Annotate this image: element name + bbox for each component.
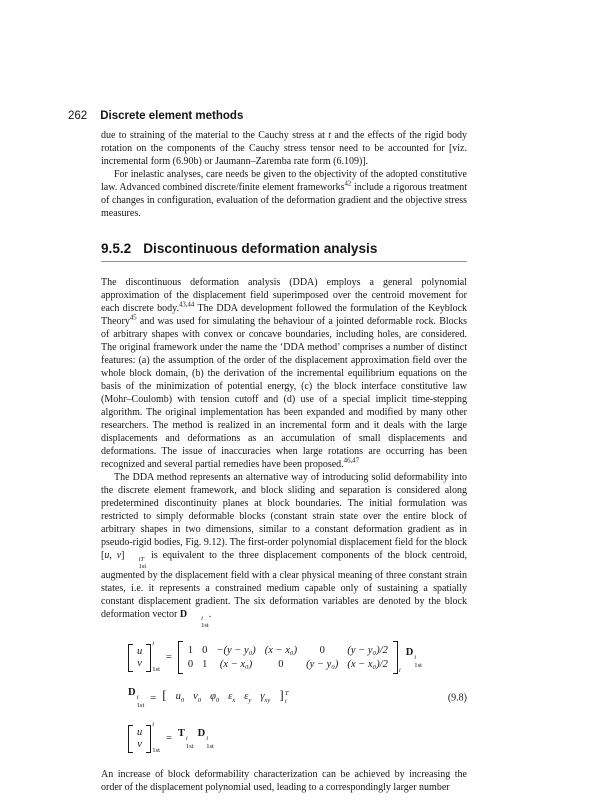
vector-element-eps-x	[228, 690, 235, 707]
matrix-cell: 1	[187, 645, 194, 656]
deformation-matrix	[178, 641, 398, 674]
subscript: 1st	[201, 621, 209, 629]
superscript: i	[206, 734, 209, 742]
vector-element-phi0	[210, 690, 219, 707]
element-sub: x	[232, 697, 236, 705]
inline-math-uv-vector	[101, 550, 147, 570]
superscript: i	[414, 653, 417, 661]
entry-v: v	[137, 657, 142, 669]
equation-matrix-row	[128, 640, 467, 675]
uv-column-vector	[128, 644, 151, 672]
vector-D-symbol: D	[405, 646, 414, 658]
matrix-subscript: i	[398, 667, 401, 674]
element-base: ε	[228, 691, 233, 703]
subscript: 1st	[152, 747, 160, 755]
element-sub: 0	[197, 697, 202, 705]
text-run: The DDA development followed the formulation of the Keyblock Theory	[101, 303, 468, 327]
equals-sign: =	[165, 652, 172, 663]
matrix-cell: (x − x₀)	[264, 645, 298, 656]
D-vector-symbol-group	[198, 727, 214, 751]
footnote-ref-46-47: 46,47	[343, 457, 359, 465]
paragraph-cauchy-stress	[101, 129, 467, 168]
section-number: 9.5.2	[101, 241, 132, 256]
vector-element-gamma-xy	[260, 690, 270, 707]
supsub-stack	[186, 736, 194, 751]
D-vector-symbol-group	[128, 686, 144, 710]
element-base: ε	[244, 691, 249, 703]
element-base: u	[175, 691, 181, 703]
math-var-v: v	[116, 550, 122, 561]
superscript: i	[185, 734, 188, 742]
text-run: include a rigorous treatment of changes in configuration, evaluation of the deformation gradient and the objective stress measures.	[101, 182, 468, 219]
vector-entries	[133, 725, 146, 753]
element-sub: xy	[264, 697, 271, 705]
superscript: iT	[138, 556, 144, 563]
superscript: i	[152, 640, 155, 647]
text-run: due to straining of the material to the Cauchy stress at	[101, 130, 329, 141]
matrix-cell: (y − y₀)	[306, 659, 339, 670]
element-base: φ	[210, 691, 216, 703]
supsub-stack	[152, 721, 160, 756]
subscript: 1st	[206, 742, 214, 750]
section-title: Discontinuous deformation analysis	[143, 241, 378, 256]
math-var-t: t	[328, 130, 332, 141]
equation-transform-row	[128, 721, 467, 756]
vector-element-u0	[176, 690, 185, 707]
matrix-cell: 1	[202, 659, 208, 670]
subscript: 1st	[414, 661, 422, 669]
matrix-cell: (y − y₀)/2	[347, 645, 388, 656]
separator: ,	[109, 550, 117, 561]
deformation-variables-vector	[162, 688, 283, 707]
subscript: 1st	[185, 742, 194, 750]
bracket-right	[393, 641, 398, 674]
section-heading	[101, 241, 467, 262]
text-run: The DDA method represents an alternative way of introducing solid deformability into the discrete element framework, and block sliding and separation is considered along predetermined discontinuity planes at block boundaries. The initial formulation was restricted to simply deformable blocks (constant strain state over the entire block of arbitrary shapes in two dimensions, similar to a constant deformation gradient as in pseudo-rigid bodies, Fig. 9.12). The first-order polynomial displacement field for the block	[101, 472, 467, 548]
entry-u: u	[137, 645, 143, 657]
subscript-i: i	[284, 697, 287, 705]
vector-D-symbol: D	[179, 609, 188, 620]
paragraph-inelastic-analyses	[101, 168, 467, 220]
bracket-open: [	[101, 550, 105, 561]
matrix-cell: 0	[278, 659, 284, 670]
supsub-stack	[152, 640, 160, 675]
paragraph-dda-method	[101, 471, 467, 628]
text-run: is equivalent to the three displacement components of the block centroid, augmented by the displacement field with a clear physical meaning of three constant strain states, i.e. it represents a constrained medium capable only of sustaining a spatially constant displacement gradient. The six deformation variables are denoted by the block deformation vector	[101, 550, 467, 620]
equals-sign: =	[150, 692, 157, 704]
T-matrix-symbol-group	[178, 727, 194, 751]
text-run: .	[208, 609, 212, 620]
equation-9-8-row	[128, 686, 467, 710]
equation-number: (9.8)	[447, 692, 467, 704]
vector-element-eps-y	[244, 690, 251, 707]
text-run: For inelastic analyses, care needs be given to the objectivity of the adopted constitutive law. Advanced combined discrete/finite element frameworks	[101, 169, 467, 193]
supsub-stack	[126, 557, 147, 569]
footnote-ref-43-44: 43,44	[178, 301, 195, 309]
running-title: Discrete element methods	[100, 110, 244, 122]
element-sub: y	[248, 697, 252, 705]
superscript: i	[136, 694, 139, 701]
text-run: An increase of block deformability characterization can be achieved by increasing the order of the displacement polynomial used, leading to a correspondingly larger number	[101, 769, 467, 793]
text-run: The discontinuous deformation analysis (DDA) employs a general polynomial approximation of the displacement field superimposed over the centroid movement for each discrete body.	[101, 277, 467, 314]
supsub-stack	[188, 616, 209, 628]
supsub-stack	[285, 691, 289, 706]
paragraph-closing	[101, 768, 467, 794]
supsub-stack	[414, 655, 422, 670]
text-column	[101, 129, 467, 794]
bracket-right	[146, 725, 151, 753]
matrix-cell: 0	[319, 645, 325, 656]
page-number: 262	[68, 110, 88, 122]
vector-D-symbol: D	[128, 687, 136, 698]
page-header	[68, 110, 243, 122]
footnote-ref-45: 45	[129, 314, 137, 322]
matrix-cell: (x − x₀)/2	[347, 659, 388, 670]
entry-u: u	[137, 726, 143, 738]
subscript: 1st	[152, 666, 160, 674]
bracket-right	[146, 644, 151, 672]
superscript: i	[201, 615, 203, 622]
equals-sign: =	[165, 733, 172, 744]
uv-column-vector	[128, 725, 151, 753]
matrix-cell: (x − x₀)	[219, 659, 253, 670]
subscript: 1st	[136, 702, 145, 710]
bracket-close: ]	[121, 550, 125, 561]
superscript-T: T	[284, 689, 289, 697]
element-base: v	[193, 691, 198, 703]
vector-entries	[133, 644, 146, 672]
matrix-grid	[183, 641, 393, 674]
vector-element-v0	[193, 690, 201, 707]
element-sub: 0	[180, 697, 185, 705]
footnote-ref-42: 42	[344, 180, 352, 188]
matrix-T-symbol: T	[177, 727, 185, 739]
element-base: γ	[260, 691, 265, 703]
supsub-stack	[137, 695, 145, 710]
supsub-stack	[206, 736, 214, 751]
subscript: 1st	[138, 562, 147, 570]
paragraph-dda-overview	[101, 276, 467, 471]
element-sub: 0	[215, 697, 220, 705]
matrix-cell: −(y − y₀)	[216, 645, 256, 656]
text-run: and was used for simulating the behaviour of a jointed deformable rock. Blocks of arbitrary shapes with convex or concave boundaries, including holes, are considered. The original framework under the name the ‘DDA method’ comprises a number of distinct features: (a) the assumption of the order of the displacement approximation field over the whole block domain, (b) the derivation of the incremental equilibrium equations on the basis of the minimization of potential energy, (c) the block interface constitutive law (Mohr–Coulomb) with tension cutoff and (d) use of a special implicit time-stepping algorithm. The original implementation has been expanded and modified by many other researchers. The method is realized in an incremental form and it deals with the large displacements and deformations as an accumulation of small displacements and deformations. The issue of inaccuracies when large rotations are occurring has been recognized and several partial remedies have been proposed.	[101, 316, 467, 470]
D-vector-symbol-group	[406, 646, 422, 670]
matrix-cell: 0	[187, 659, 194, 670]
text-run: and the effects of the rigid body rotation on the components of the Cauchy stress tensor need to be accounted for [viz. incremental form (6.90b) or Jaumann–Zaremba rate form (6.109)].	[101, 130, 467, 167]
matrix-cell: 0	[202, 645, 208, 656]
superscript: i	[152, 721, 155, 728]
vector-D-symbol: D	[197, 727, 206, 739]
entry-v: v	[137, 738, 142, 750]
math-var-u: u	[104, 550, 110, 561]
equation-block-9-8	[128, 640, 467, 756]
bracket-open: [	[162, 687, 167, 703]
bracket-close: ]	[279, 687, 284, 703]
inline-math-D-vector	[179, 609, 209, 629]
